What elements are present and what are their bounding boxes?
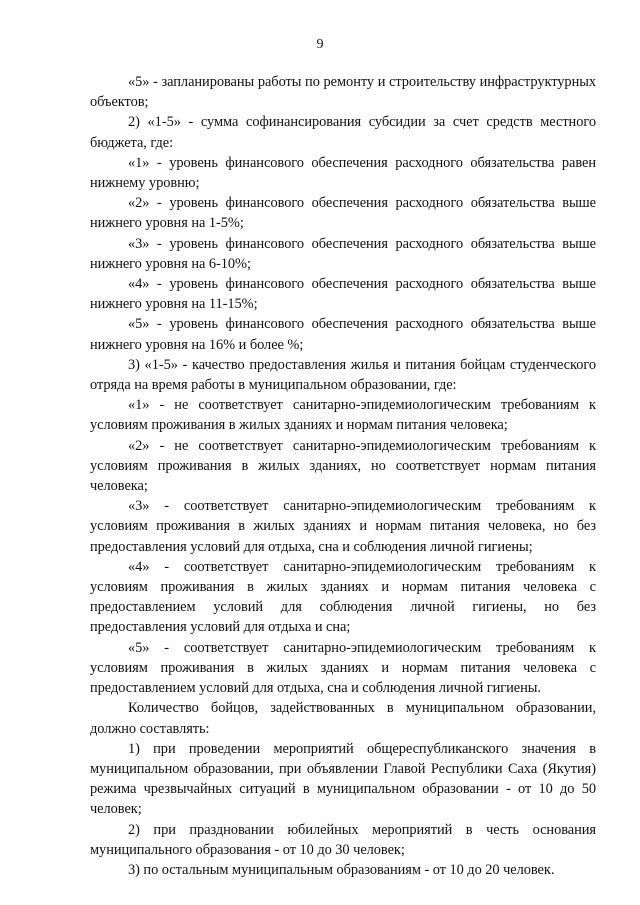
paragraph: «2» - не соответствует санитарно-эпидемиологическим требованиям к условиям проживания в жилых зданиях, но соответствует нормам питания человека; xyxy=(90,437,596,495)
paragraph: «5» - уровень финансового обеспечения расходного обязательства выше нижнего уровня на 16% и более %; xyxy=(90,316,596,353)
paragraph: 2) при праздновании юбилейных мероприятий в честь основания муниципального образования - от 10 до 30 человек; xyxy=(90,821,596,858)
paragraph: Количество бойцов, задействованных в муниципальном образовании, должно составлять: xyxy=(90,700,596,737)
paragraph: 2) «1-5» - сумма софинансирования субсидии за счет средств местного бюджета, где: xyxy=(90,114,596,151)
paragraph: «4» - уровень финансового обеспечения расходного обязательства выше нижнего уровня на 11-15%; xyxy=(90,276,596,313)
paragraph: «3» - уровень финансового обеспечения расходного обязательства выше нижнего уровня на 6-10%; xyxy=(90,235,596,272)
paragraph: «1» - не соответствует санитарно-эпидемиологическим требованиям к условиям проживания в жилых зданиях и нормам питания человека; xyxy=(90,397,596,434)
page-number: 9 xyxy=(316,37,324,52)
paragraph: 3) «1-5» - качество предоставления жилья и питания бойцам студенческого отряда на время работы в муниципальном образовании, где: xyxy=(90,356,596,394)
paragraph: «2» - уровень финансового обеспечения расходного обязательства выше нижнего уровня на 1-5%; xyxy=(90,195,596,232)
paragraph: «5» - соответствует санитарно-эпидемиологическим требованиям к условиям проживания в жилых зданиях и нормам питания человека с предоставлением условий для отдыха, сна и соблюдения личной гигиены. xyxy=(90,639,596,697)
paragraph: 3) по остальным муниципальным образованиям - от 10 до 20 человек. xyxy=(128,861,555,878)
document-body xyxy=(90,72,596,880)
paragraph: «3» - соответствует санитарно-эпидемиологическим требованиям к условиям проживания в жилых зданиях и нормам питания человека, но без предоставления условий для отдыха, сна и соблюдения личной гигиены; xyxy=(90,498,596,555)
paragraph: «4» - соответствует санитарно-эпидемиологическим требованиям к условиям проживания в жилых зданиях и нормам питания человека с предоставлением условий для соблюдения личной гигиены, но без предоставления условий для отдыха и сна; xyxy=(90,558,596,636)
paragraph: 1) при проведении мероприятий общереспубликанского значения в муниципальном образовании, при объявлении Главой Республики Саха (Якутия) режима чрезвычайных ситуаций в муниципальном образовании - от 10 до 50 человек; xyxy=(90,740,596,818)
paragraph: «5» - запланированы работы по ремонту и строительству инфраструктурных объектов; xyxy=(90,74,596,111)
paragraph: «1» - уровень финансового обеспечения расходного обязательства равен нижнему уровню; xyxy=(90,154,596,192)
